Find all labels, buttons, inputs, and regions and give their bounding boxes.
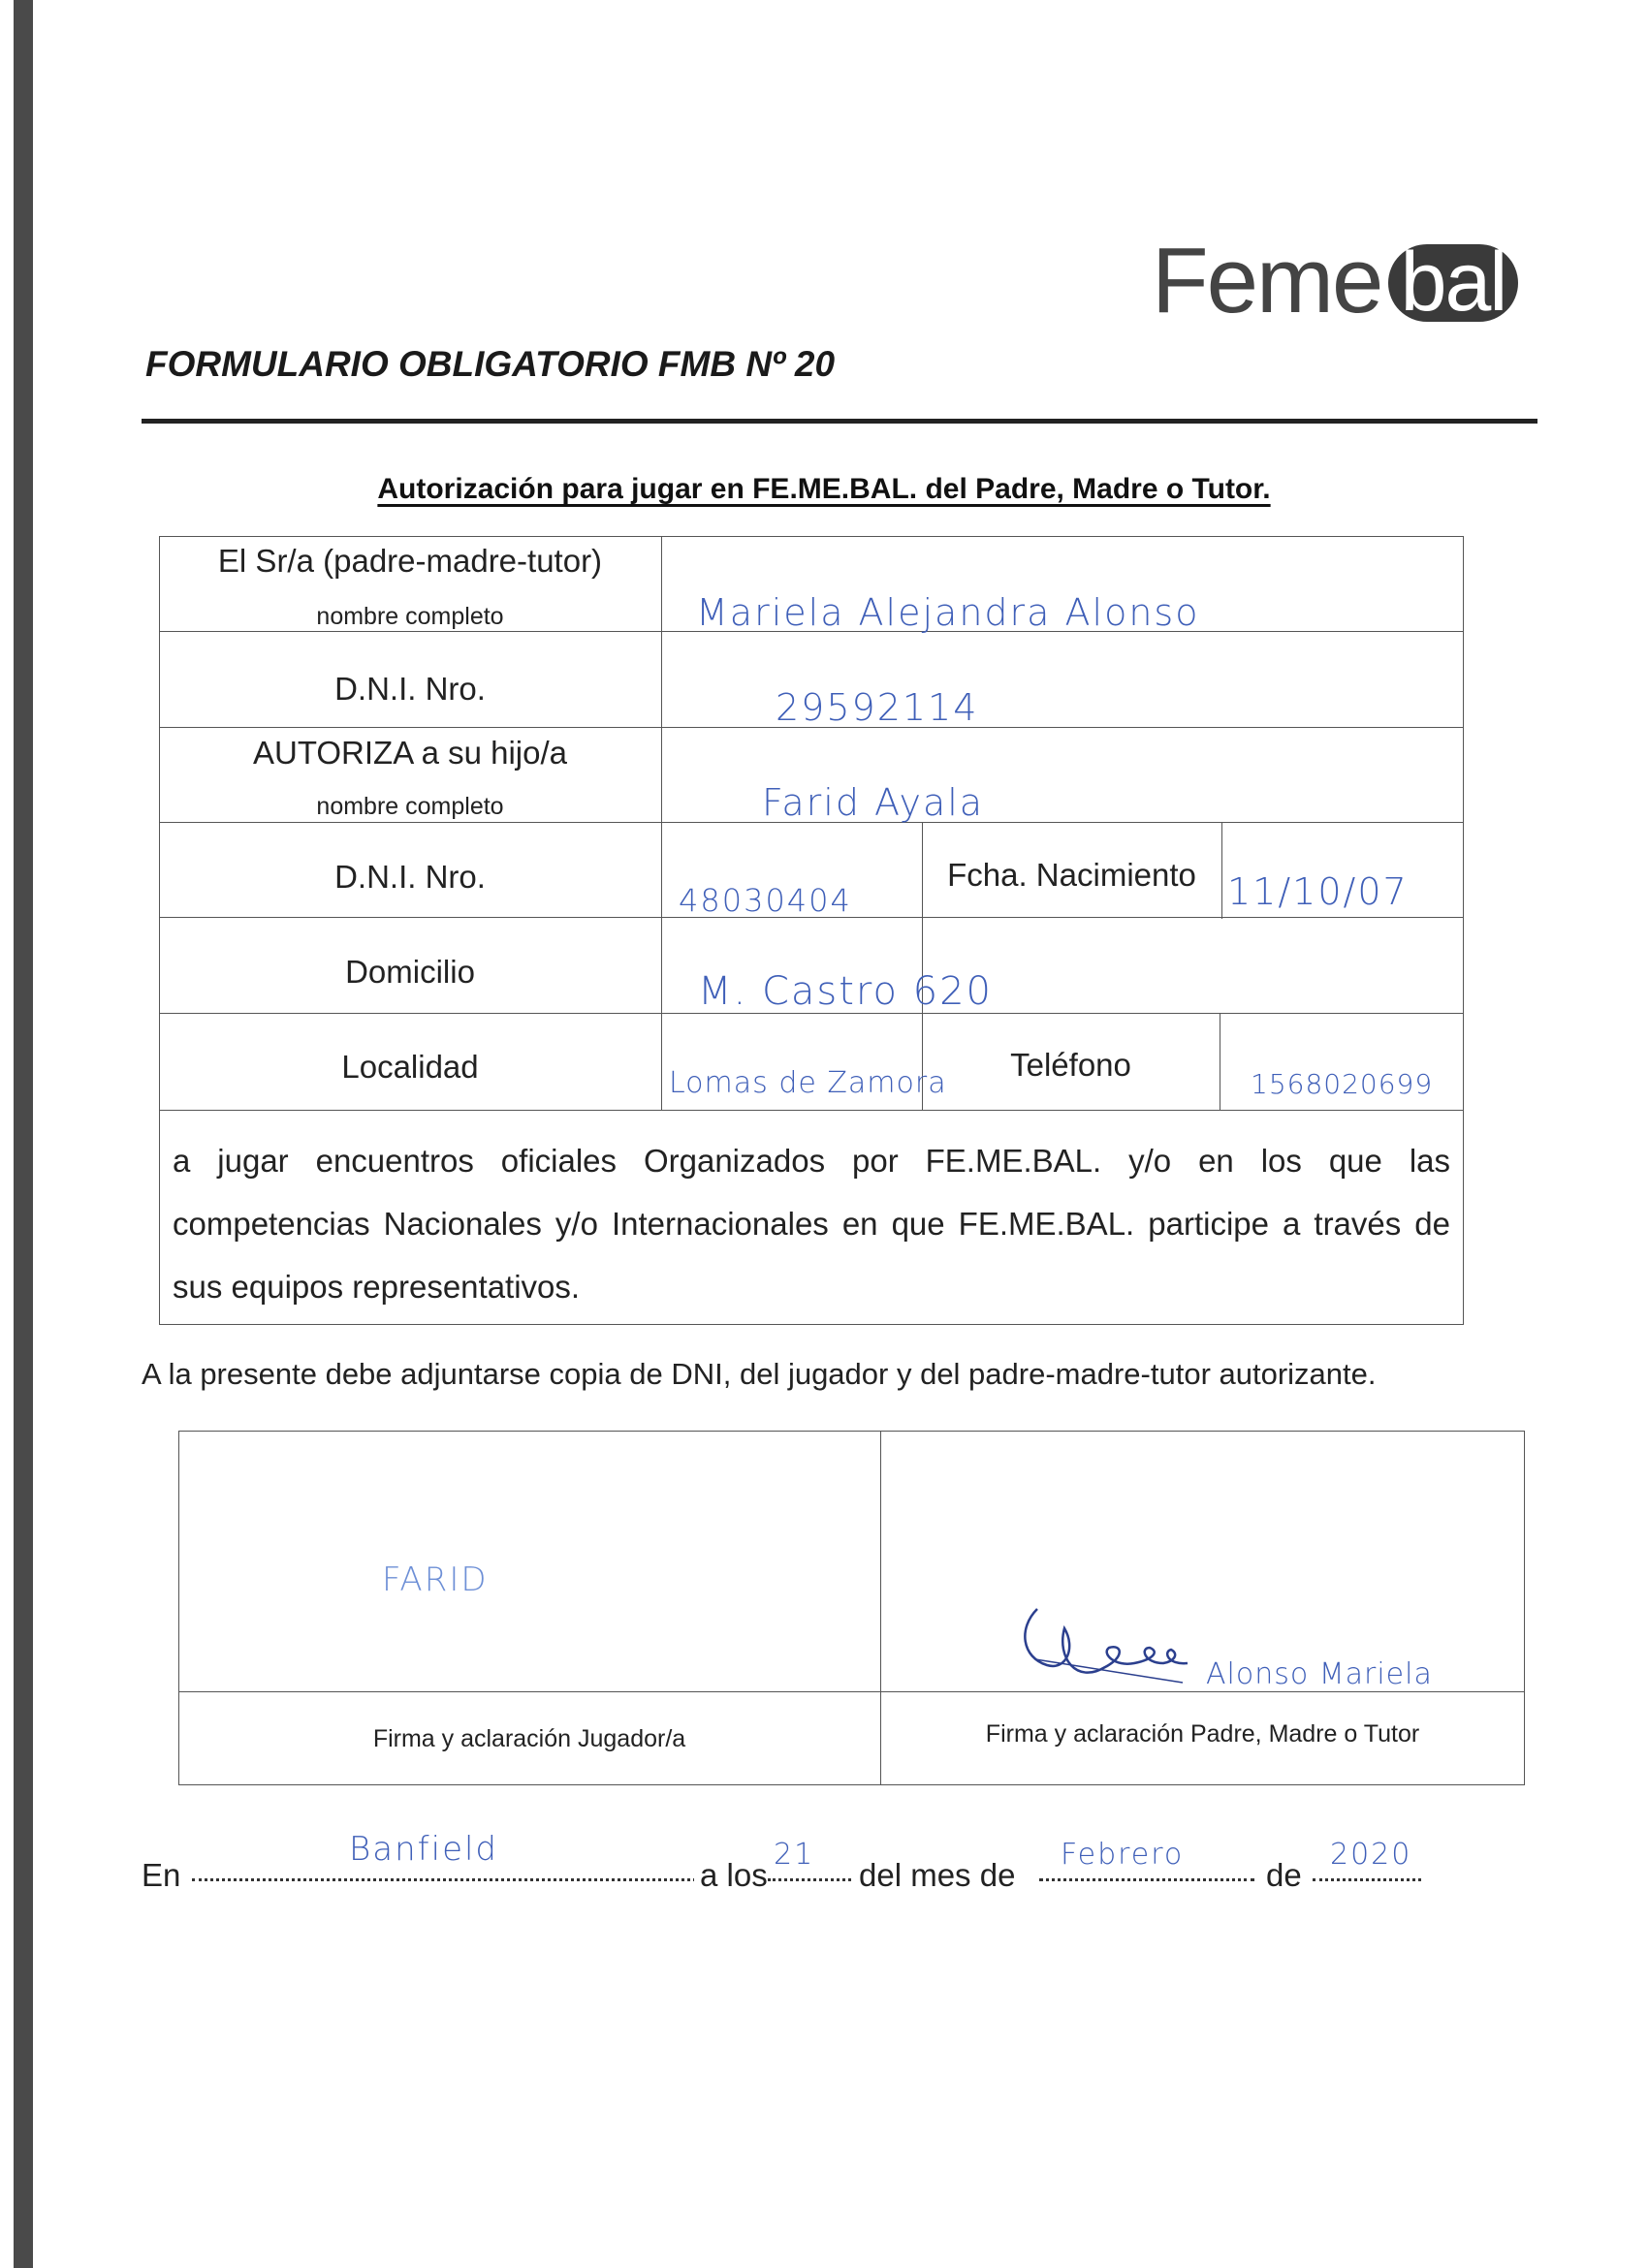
locality-field[interactable]: Lomas de Zamora bbox=[669, 1066, 947, 1100]
birth-date-label: Fcha. Nacimiento bbox=[947, 857, 1196, 893]
birth-date-field[interactable]: 11/10/07 bbox=[1227, 870, 1409, 913]
table-row-line bbox=[159, 1110, 1464, 1111]
player-signature-caption: Firma y aclaración Jugador/a bbox=[372, 1725, 686, 1752]
phone-field[interactable]: 1568020699 bbox=[1251, 1068, 1434, 1100]
logo-pill: bal bbox=[1388, 244, 1518, 322]
child-dni-label: D.N.I. Nro. bbox=[334, 859, 486, 895]
title-rule bbox=[142, 419, 1537, 424]
date-a-los-label: a los bbox=[694, 1857, 774, 1894]
month-dots bbox=[1039, 1878, 1254, 1881]
date-en-label: En bbox=[142, 1857, 181, 1893]
date-day-field[interactable]: 21 bbox=[774, 1838, 815, 1872]
address-label: Domicilio bbox=[345, 954, 475, 990]
scan-edge bbox=[14, 0, 33, 2268]
parent-name-field[interactable]: Mariela Alejandra Alonso bbox=[696, 591, 1200, 634]
player-signature[interactable]: FARID bbox=[382, 1560, 489, 1599]
attachment-note: A la presente debe adjuntarse copia de DNI, del jugador y del padre-madre-tutor autorizante. bbox=[142, 1357, 1377, 1391]
date-line bbox=[142, 1830, 1441, 1909]
date-month-field[interactable]: Febrero bbox=[1061, 1838, 1185, 1872]
year-dots bbox=[1313, 1878, 1421, 1881]
child-name-field[interactable]: Farid Ayala bbox=[762, 781, 985, 824]
date-year-field[interactable]: 2020 bbox=[1330, 1838, 1412, 1872]
locality-label: Localidad bbox=[341, 1049, 479, 1085]
phone-label: Teléfono bbox=[1010, 1047, 1131, 1083]
parent-label: El Sr/a (padre-madre-tutor) bbox=[217, 543, 603, 579]
parent-signature-caption: Firma y aclaración Padre, Madre o Tutor bbox=[985, 1720, 1420, 1748]
date-de-label: de bbox=[1266, 1857, 1302, 1893]
signature-row-line bbox=[178, 1691, 1525, 1692]
child-sublabel: nombre completo bbox=[316, 793, 504, 820]
parent-signature-scribble[interactable] bbox=[1008, 1590, 1192, 1696]
parent-dni-field[interactable]: 29592114 bbox=[776, 686, 979, 729]
date-place-field[interactable]: Banfield bbox=[349, 1830, 499, 1869]
date-mes-label: del mes de bbox=[859, 1857, 1016, 1893]
parent-sublabel: nombre completo bbox=[316, 603, 504, 630]
address-field[interactable]: M. Castro 620 bbox=[698, 969, 994, 1014]
parent-clarification[interactable]: Alonso Mariela bbox=[1206, 1657, 1433, 1691]
child-dni-field[interactable]: 48030404 bbox=[679, 882, 852, 919]
parent-dni-label: D.N.I. Nro. bbox=[334, 671, 486, 707]
child-label: AUTORIZA a su hijo/a bbox=[252, 735, 568, 771]
authorization-paragraph: a jugar encuentros oficiales Organizados por FE.ME.BAL. y/o en los que las competencias Nacionales y/o Internacionales en que FE.ME.BAL. participe a través de sus equipos representativos. bbox=[173, 1143, 1450, 1305]
form-title: FORMULARIO OBLIGATORIO FMB Nº 20 bbox=[145, 344, 836, 384]
femebal-logo bbox=[1152, 229, 1530, 332]
logo-word: Feme bbox=[1152, 229, 1382, 332]
place-dots bbox=[192, 1878, 731, 1881]
day-dots bbox=[768, 1878, 851, 1881]
subtitle: Autorización para jugar en FE.ME.BAL. del Padre, Madre o Tutor. bbox=[377, 473, 1271, 505]
table-divider bbox=[1221, 822, 1222, 919]
table-divider bbox=[661, 536, 662, 1110]
